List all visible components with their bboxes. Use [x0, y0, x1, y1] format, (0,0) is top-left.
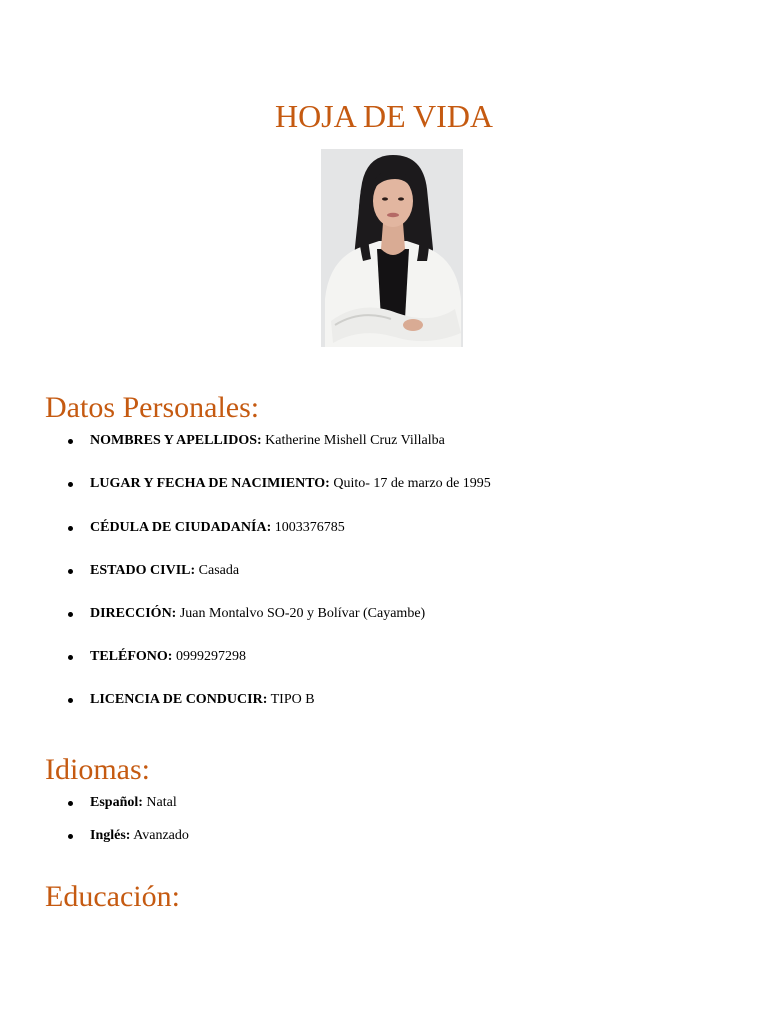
portrait-illustration [321, 149, 463, 347]
list-item [90, 432, 445, 450]
field-label: LUGAR Y FECHA DE NACIMIENTO: [90, 476, 330, 491]
field-value: Avanzado [133, 828, 189, 843]
field-label: Español: [90, 795, 143, 810]
list-item [90, 475, 491, 493]
portrait-photo [321, 149, 463, 347]
list-item [90, 648, 246, 666]
field-label: Inglés: [90, 828, 131, 843]
field-value: Juan Montalvo SO-20 y Bolívar (Cayambe) [179, 606, 426, 621]
field-label: CÉDULA DE CIUDADANÍA: [90, 520, 272, 535]
field-label: LICENCIA DE CONDUCIR: [90, 692, 268, 707]
field-value: TIPO B [270, 692, 315, 707]
field-value: Katherine Mishell Cruz Villalba [265, 433, 445, 448]
field-label: TELÉFONO: [90, 649, 173, 664]
list-item [90, 605, 425, 623]
list-item [90, 562, 239, 580]
field-label: ESTADO CIVIL: [90, 563, 196, 578]
field-value: 0999297298 [175, 649, 246, 664]
list-item [90, 519, 345, 537]
field-value: 1003376785 [274, 520, 345, 535]
languages-heading: Idiomas: [45, 753, 150, 786]
list-item [90, 794, 177, 812]
field-value: Casada [198, 563, 240, 578]
field-label: DIRECCIÓN: [90, 606, 177, 621]
field-label: NOMBRES Y APELLIDOS: [90, 433, 262, 448]
page-title: HOJA DE VIDA [274, 98, 494, 134]
field-value: Quito- 17 de marzo de 1995 [333, 476, 491, 491]
list-item [90, 827, 189, 845]
list-item [90, 691, 315, 709]
personal-data-heading: Datos Personales: [45, 391, 260, 424]
education-heading: Educación: [45, 880, 180, 913]
field-value: Natal [146, 795, 177, 810]
